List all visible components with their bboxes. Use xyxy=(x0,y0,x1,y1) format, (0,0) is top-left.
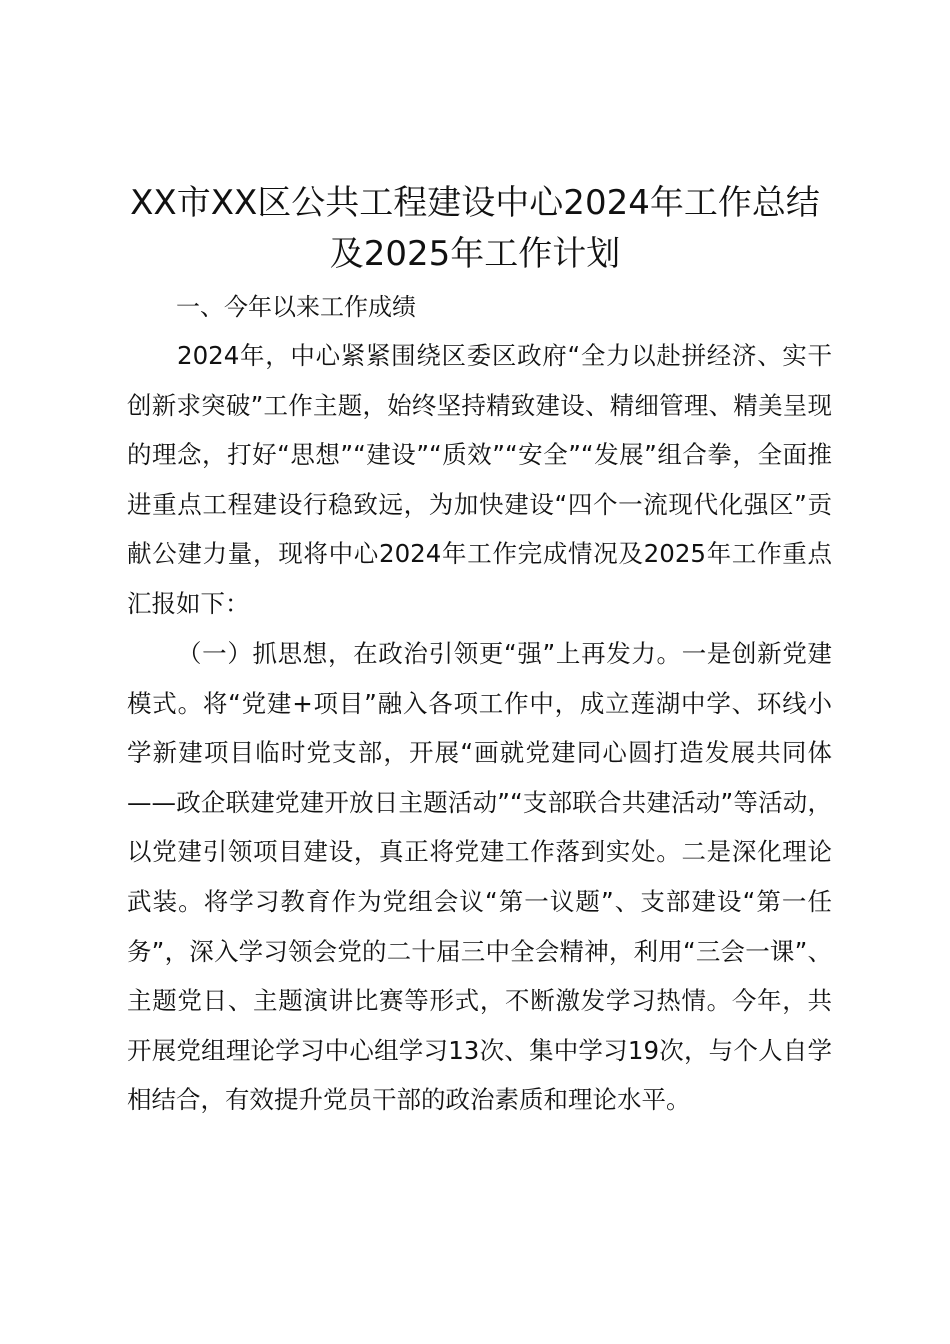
section-heading: 一、今年以来工作成绩 xyxy=(176,293,416,321)
body-paragraph: 2024年，中心紧紧围绕区委区政府“全力以赴拼经济、实干创新求突破”工作主题，始终坚持精致建设、精细管理、精美呈现的理念，打好“思想”“建设”“质效”“安全”“发展”组合拳，全面推进重点工程建设行稳致远，为加快建设“四个一流现代化强区”贡献公建力量，现将中心2024年工作完成情况及2025年工作重点汇报如下： xyxy=(127,341,832,618)
body-paragraph: （一）抓思想，在政治引领更“强”上再发力。一是创新党建模式。将“党建+项目”融入各项工作中，成立莲湖中学、环线小学新建项目临时党支部，开展“画就党建同心圆打造发展共同体——政企联建党建开放日主题活动”“支部联合共建活动”等活动，以党建引领项目建设，真正将党建工作落到实处。二是深化理论武装。将学习教育作为党组会议“第一议题”、支部建设“第一任务”，深入学习领会党的二十届三中全会精神，利用“三会一课”、主题党日、主题演讲比赛等形式，不断激发学习热情。今年，共开展党组理论学习中心组学习13次、集中学习19次，与个人自学相结合，有效提升党员干部的政治素质和理论水平。 xyxy=(127,639,832,1115)
document-title: XX市XX区公共工程建设中心2024年工作总结及2025年工作计划 xyxy=(130,183,820,274)
